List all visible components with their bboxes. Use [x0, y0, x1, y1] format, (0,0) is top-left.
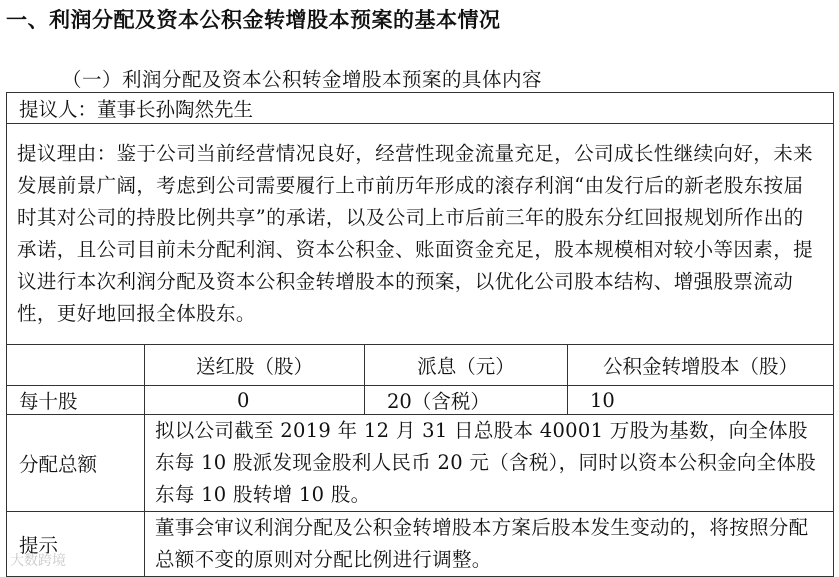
header-blank — [7, 345, 145, 386]
watermark: 大数跨境 — [10, 553, 66, 569]
section-heading: 一、利润分配及资本公积金转增股本预案的基本情况 — [6, 8, 501, 32]
proposer-row — [7, 93, 834, 124]
subsection-heading: （一）利润分配及资本公积转金增股本预案的具体内容 — [62, 68, 543, 91]
per-ten-label: 每十股 — [7, 386, 145, 415]
reason-row — [7, 124, 834, 345]
proposer-cell: 提议人：董事长孙陶然先生 — [7, 93, 834, 124]
bonus-shares-value: 0 — [145, 386, 365, 415]
per-ten-row — [7, 386, 834, 415]
header-dividend: 派息（元） — [365, 345, 568, 386]
header-bonus-shares: 送红股（股） — [145, 345, 365, 386]
table-header-row — [7, 345, 834, 386]
reason-cell: 提议理由：鉴于公司当前经营情况良好，经营性现金流量充足，公司成长性继续向好，未来发展前景广阔，考虑到公司需要履行上市前历年形成的滚存利润“由发行后的新老股东按届时其对公司的持股比例共享”的承诺，以及公司上市后前三年的股东分红回报规划所作出的承诺，且公司目前未分配利润、资本公积金、账面资金充足，股本规模相对较小等因素，提议进行本次利润分配及资本公积金转增股本的预案，以优化公司股本结构、增强股票流动性，更好地回报全体股东。 — [7, 124, 834, 345]
plan-table — [6, 92, 834, 577]
dividend-value: 20（含税） — [365, 386, 568, 415]
total-row — [7, 415, 834, 512]
header-transfer-shares: 公积金转增股本（股） — [568, 345, 834, 386]
note-text: 董事会审议利润分配及公积金转增股本方案后股本发生变动的，将按照分配总额不变的原则对分配比例进行调整。 — [145, 512, 834, 577]
transfer-shares-value: 10 — [568, 386, 834, 415]
note-label: 提示 — [7, 512, 145, 577]
note-row — [7, 512, 834, 577]
total-label: 分配总额 — [7, 415, 145, 512]
total-text: 拟以公司截至 2019 年 12 月 31 日总股本 40001 万股为基数，向全体股东每 10 股派发现金股利人民币 20 元（含税），同时以资本公积金向全体股东每 10 股转增 10 股。 — [145, 415, 834, 512]
